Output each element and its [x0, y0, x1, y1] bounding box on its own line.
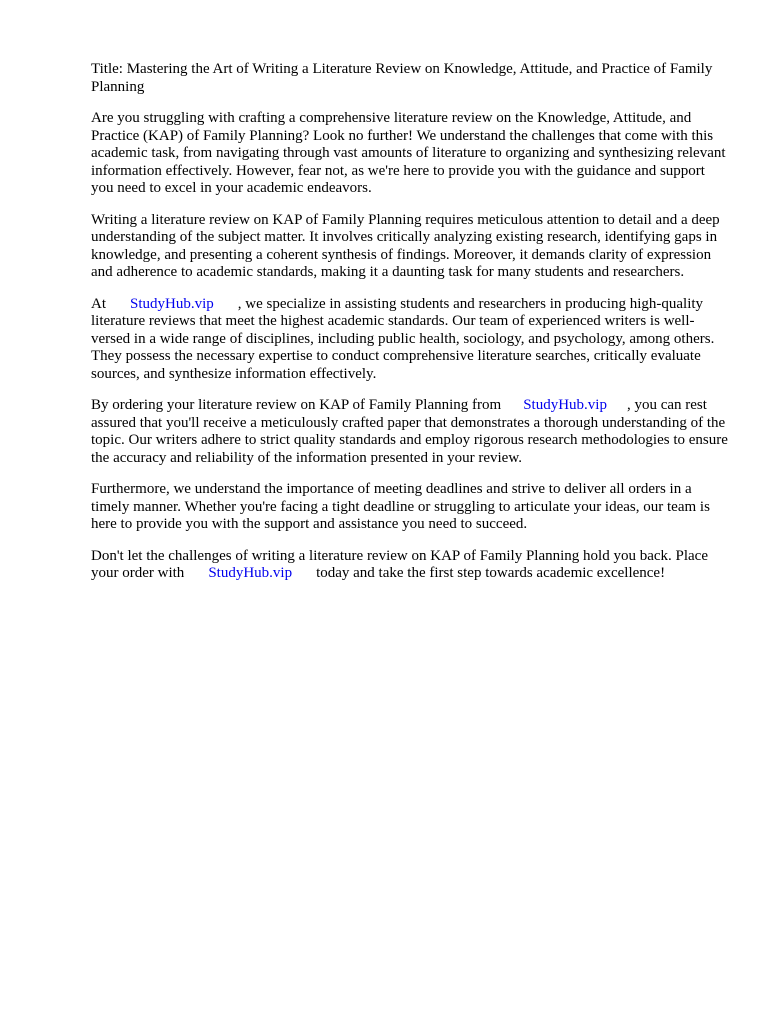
- paragraph-4-rest: , you can rest assured that you'll receive a meticulously crafted paper that demonstrates a thorough understanding of the topic. Our writers adhere to strict quality standards and employ rigorous research methodologies to ensure the accuracy and reliability of the information presented in your review.: [91, 397, 728, 466]
- paragraph-4-lead: By ordering your literature review on KAP of Family Planning from: [91, 397, 502, 413]
- paragraph-3-lead: At: [91, 295, 106, 312]
- document-body: [91, 61, 731, 597]
- document-title: Title: Mastering the Art of Writing a Literature Review on Knowledge, Attitude, and Practice of Family Planning: [91, 61, 713, 95]
- studyhub-link-1[interactable]: StudyHub.vip: [130, 295, 214, 312]
- paragraph-3: [91, 296, 731, 384]
- studyhub-link-3[interactable]: StudyHub.vip: [208, 565, 293, 581]
- paragraph-6: [91, 548, 731, 583]
- intro-paragraph: Are you struggling with crafting a comprehensive literature review on the Knowledge, Attitude, and Practice (KAP) of Family Planning? Look no further! We understand the challenges that come with this academic task, from navigating through vast amounts of literature to organizing and synthesizing relevant information effectively. However, fear not, as we're here to provide you with the guidance and support you need to excel in your academic endeavors.: [91, 110, 726, 196]
- paragraph-6-lead: Don't let the challenges of writing a literature review on KAP of Family Planning hold you back. Place your order with: [91, 547, 708, 581]
- paragraph-5: Furthermore, we understand the importance of meeting deadlines and strive to deliver all orders in a timely manner. Whether you're facing a tight deadline or struggling to articulate your ideas, our team is here to provide you with the support and assistance you need to succeed.: [91, 481, 710, 532]
- paragraph-2: Writing a literature review on KAP of Family Planning requires meticulous attention to detail and a deep understanding of the subject matter. It involves critically analyzing existing research, identifying gaps in knowledge, and presenting a coherent synthesis of findings. Moreover, it demands clarity of expression and adherence to academic standards, making it a daunting task for many students and researchers.: [91, 211, 720, 280]
- paragraph-3-rest: , we specialize in assisting students and researchers in producing high-quality literature reviews that meet the highest academic standards. Our team of experienced writers is well-versed in a wide range of disciplines, including public health, sociology, and psychology, among others. They possess the necessary expertise to conduct comprehensive literature searches, critically evaluate sources, and synthesize information effectively.: [91, 295, 715, 382]
- paragraph-4: [91, 397, 731, 467]
- studyhub-link-2[interactable]: StudyHub.vip: [523, 397, 607, 413]
- paragraph-6-rest: today and take the first step towards academic excellence!: [316, 565, 666, 581]
